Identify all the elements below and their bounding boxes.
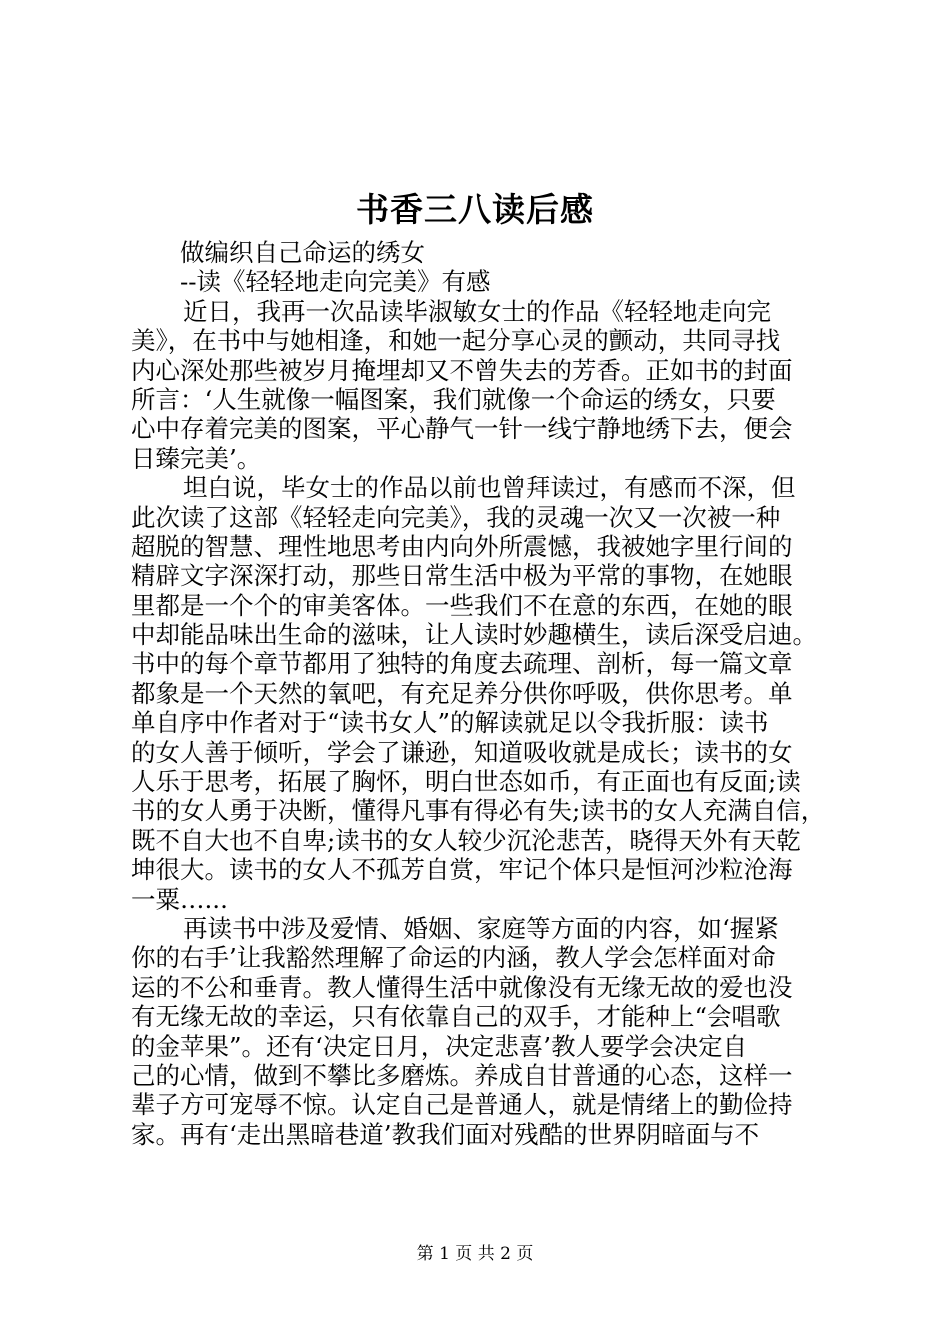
paragraph-line: 所言：‘人生就像一幅图案，我们就像一个命运的绣女，只要: [131, 384, 776, 414]
paragraph-line: 书中的每个章节都用了独特的角度去疏理、剖析，每一篇文章: [131, 649, 793, 679]
document-body: [131, 238, 851, 1149]
paragraph-3: [131, 914, 851, 1149]
paragraph-line: 人乐于思考，拓展了胸怀，明白世态如币，有正面也有反面;读: [131, 767, 801, 797]
paragraph-line: 的金苹果”。还有‘决定日月，决定悲喜’教人要学会决定自: [131, 1031, 748, 1061]
paragraph-line: 日臻完美’。: [131, 443, 262, 473]
paragraph-line: 中却能品味出生命的滋味，让人读时妙趣横生，读后深受启迪。: [131, 620, 817, 650]
paragraph-line: 近日，我再一次品读毕淑敏女士的作品《轻轻地走向完: [183, 296, 771, 326]
paragraph-line: 己的心情，做到不攀比多磨炼。养成自甘普通的心态，这样一: [131, 1060, 793, 1090]
page-footer: 第 1 页 共 2 页: [416, 1244, 534, 1264]
paragraph-line: 家。再有‘走出黑暗巷道’教我们面对残酷的世界阴暗面与不: [131, 1119, 760, 1149]
paragraph-line: 超脱的智慧、理性地思考由内向外所震憾，我被她字里行间的: [131, 531, 793, 561]
paragraph-line: 单自序中作者对于“读书女人”的解读就足以令我折服：读书: [131, 708, 769, 738]
paragraph-line: 坦白说，毕女士的作品以前也曾拜读过，有感而不深，但: [183, 473, 796, 503]
paragraph-line: 一粟…...: [131, 884, 228, 914]
paragraph-2: [131, 473, 851, 914]
paragraph-line: 的女人善于倾听，学会了谦逊，知道吸收就是成长；读书的女: [131, 737, 793, 767]
paragraph-line: 心中存着完美的图案，平心静气一针一线宁静地绣下去，便会: [131, 414, 793, 444]
paragraph-line: 内心深处那些被岁月掩埋却又不曾失去的芳香。正如书的封面: [131, 355, 793, 385]
document-title: 书香三八读后感: [356, 190, 594, 229]
paragraph-line: 美》，在书中与她相逢，和她一起分享心灵的颤动，共同寻找: [131, 326, 781, 356]
paragraph-line: 书的女人勇于决断，懂得凡事有得必有失;读书的女人充满自信，: [131, 796, 826, 826]
paragraph-line: 有无缘无故的幸运，只有依靠自己的双手，才能种上“会唱歌: [131, 1002, 781, 1032]
paragraph-line: 辈子方可宠辱不惊。认定自己是普通人，就是情绪上的勤俭持: [131, 1090, 793, 1120]
subtitle: 做编织自己命运的绣女: [180, 238, 425, 267]
subheading: --读《轻轻地走向完美》有感: [180, 267, 491, 297]
paragraph-line: 运的不公和垂青。教人懂得生活中就像没有无缘无故的爱也没: [131, 972, 793, 1002]
paragraph-line: 里都是一个个的审美客体。一些我们不在意的东西，在她的眼: [131, 590, 793, 620]
paragraph-line: 精辟文字深深打动，那些日常生活中极为平常的事物，在她眼: [131, 561, 793, 591]
paragraph-line: 你的右手’让我豁然理解了命运的内涵，教人学会怎样面对命: [131, 943, 776, 973]
paragraph-line: 再读书中涉及爱情、婚姻、家庭等方面的内容，如‘握紧: [183, 913, 779, 943]
paragraph-line: 坤很大。读书的女人不孤芳自赏，牢记个体只是恒河沙粒沧海: [131, 855, 793, 885]
paragraph-line: 既不自大也不自卑;读书的女人较少沉沦悲苦，晓得天外有天乾: [131, 825, 801, 855]
paragraph-line: 都象是一个天然的氧吧，有充足养分供你呼吸，供你思考。单: [131, 678, 793, 708]
paragraph-line: 此次读了这部《轻轻走向完美》，我的灵魂一次又一次被一种: [131, 502, 781, 532]
paragraph-1: [131, 297, 851, 473]
